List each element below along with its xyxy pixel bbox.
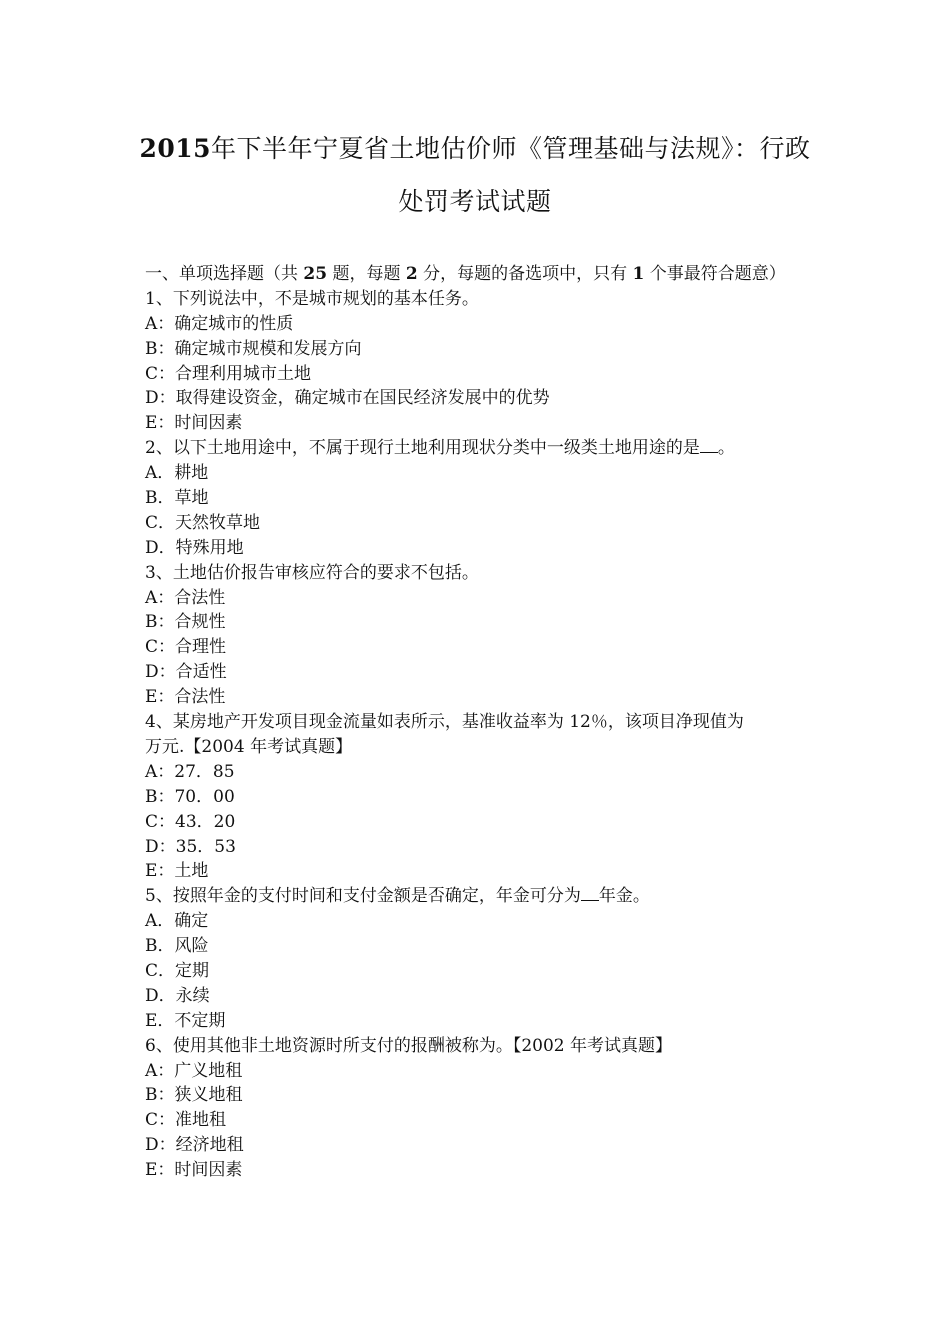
option: C：合理利用城市土地 — [145, 363, 312, 384]
option: E：时间因素 — [145, 1160, 243, 1181]
option: E：土地 — [145, 861, 209, 882]
single-answer-count: 1 — [632, 264, 645, 284]
section-heading — [145, 262, 810, 287]
option: B．草地 — [145, 488, 209, 509]
option: A：合法性 — [145, 587, 226, 608]
option: A：27．85 — [145, 761, 235, 782]
option: E：时间因素 — [145, 413, 243, 434]
section-heading-suffix: 个事最符合题意） — [644, 264, 786, 284]
title-line-1-text: 年下半年宁夏省土地估价师《管理基础与法规》：行政 — [211, 134, 811, 163]
option: A：确定城市的性质 — [145, 313, 294, 334]
option: D：合适性 — [145, 662, 227, 683]
option: C．天然牧草地 — [145, 512, 261, 533]
option: C：准地租 — [145, 1110, 227, 1131]
option: C．定期 — [145, 960, 210, 981]
option: B：70．00 — [145, 786, 235, 807]
section-heading-mid2: 分，每题的备选项中，只有 — [417, 264, 633, 284]
option: B：合规性 — [145, 612, 226, 633]
option: D：35．53 — [145, 836, 236, 857]
section-heading-prefix: 一、单项选择题（共 — [145, 264, 304, 284]
option: C：合理性 — [145, 637, 227, 658]
answer-blank — [581, 886, 599, 901]
question-stem-after: 。 — [717, 438, 735, 459]
option: E．不定期 — [145, 1010, 226, 1031]
option: B．风险 — [145, 936, 209, 957]
question-count: 25 — [303, 264, 328, 284]
question-stem: 4、某房地产开发项目现金流量如表所示，基准收益率为 12％，该项目净现值为 — [145, 712, 744, 733]
question-stem-after: 年金。 — [598, 886, 650, 907]
question-list — [145, 262, 810, 1183]
document-title-line-2: 处罚考试试题 — [398, 187, 552, 216]
option: A．确定 — [145, 911, 209, 932]
option: C：43．20 — [145, 811, 236, 832]
document-title-line-1 — [120, 132, 830, 166]
question-stem: 3、土地估价报告审核应符合的要求不包括。 — [145, 562, 479, 583]
question-points: 2 — [405, 264, 418, 284]
question-stem-before: 2、以下土地用途中，不属于现行土地利用现状分类中一级类土地用途的是 — [145, 438, 700, 459]
option: D：经济地租 — [145, 1135, 244, 1156]
question-stem — [145, 884, 810, 909]
question-stem-before: 5、按照年金的支付时间和支付金额是否确定，年金可分为 — [145, 886, 581, 907]
question-stem-continued: 万元.【2004 年考试真题】 — [145, 736, 353, 757]
option: B：狭义地租 — [145, 1085, 243, 1106]
question-stem: 1、下列说法中，不是城市规划的基本任务。 — [145, 288, 479, 309]
option: A：广义地租 — [145, 1060, 243, 1081]
title-year: 2015 — [139, 134, 212, 163]
option: D．特殊用地 — [145, 537, 244, 558]
option: B：确定城市规模和发展方向 — [145, 338, 362, 359]
section-heading-mid1: 题，每题 — [327, 264, 406, 284]
option: A．耕地 — [145, 463, 209, 484]
option: D．永续 — [145, 985, 210, 1006]
option: D：取得建设资金，确定城市在国民经济发展中的优势 — [145, 388, 550, 409]
option: E：合法性 — [145, 687, 226, 708]
question-stem: 6、使用其他非土地资源时所支付的报酬被称为。【2002 年考试真题】 — [145, 1035, 672, 1056]
question-stem — [145, 436, 810, 461]
answer-blank — [700, 438, 718, 453]
